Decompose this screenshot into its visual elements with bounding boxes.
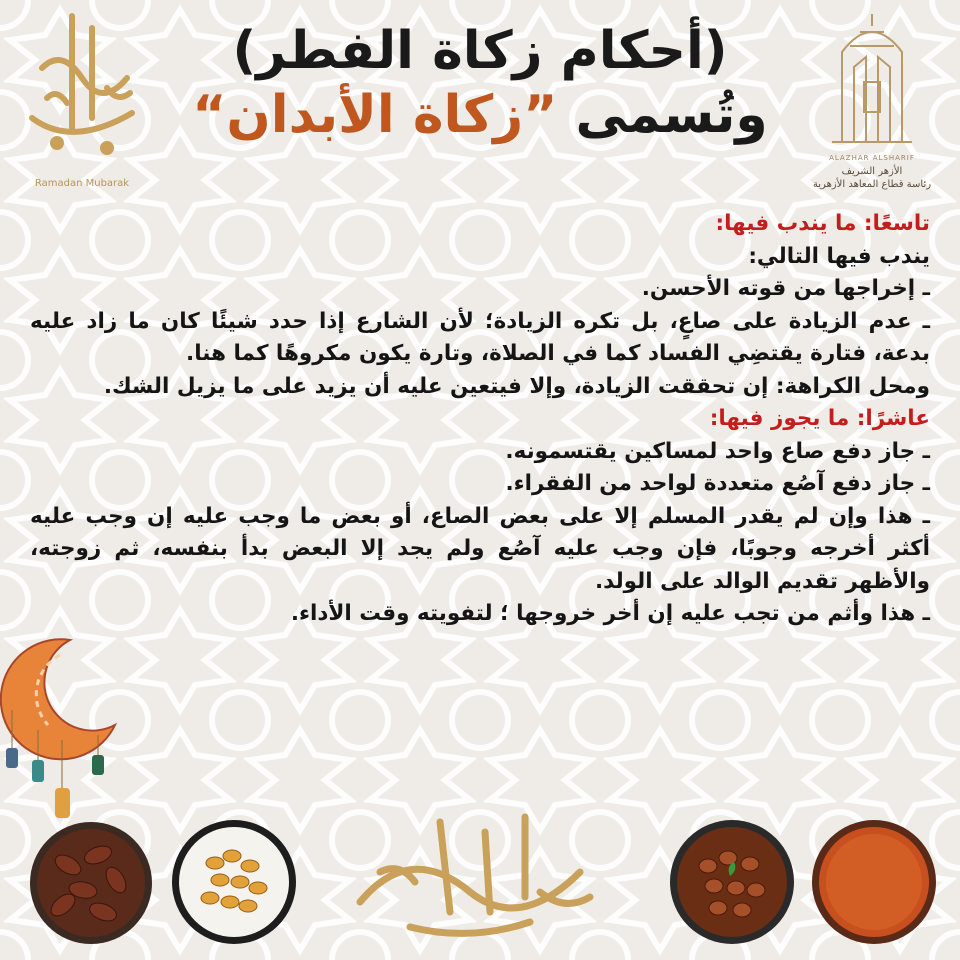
dates-bowl-icon	[28, 820, 154, 946]
raisins-bowl-icon	[170, 818, 298, 946]
page-title	[150, 20, 810, 148]
section-10-heading: عاشرًا: ما يجوز فيها:	[709, 406, 930, 431]
al-azhar-logo	[802, 12, 942, 188]
al-azhar-sector: رئاسة قطاع المعاهد الأزهرية	[812, 179, 932, 190]
eid-greeting-calligraphy-icon	[320, 802, 620, 942]
section-10-line: ـ هذا وأثم من تجب عليه إن أخر خروجها ؛ لتفويته وقت الأداء.	[290, 601, 930, 626]
section-10-line: ـ هذا وإن لم يقدر المسلم إلا على بعض الصاع، أو بعض ما وجب عليه إن وجب عليه أكثر أخرجه وجوبًا، فإن وجب عليه آصُع ولم يجد إلا البعض بدأ بنفسه، ثم زوجته، والأظهر تقديم الوالد على الولد.	[30, 503, 930, 594]
al-azhar-latin: ALAZHAR ALSHARIF	[829, 154, 915, 162]
title-line-2-prefix: وتُسمى	[575, 85, 768, 145]
al-azhar-name: الأزهر الشريف	[841, 166, 903, 177]
lentils-bowl-icon	[810, 818, 938, 946]
section-9-line: ـ إخراجها من قوته الأحسن.	[641, 276, 930, 301]
ruling-body	[30, 208, 930, 631]
ramadan-mubarak-logo	[12, 8, 152, 188]
section-10-line: ـ جاز دفع آصُع متعددة لواحد من الفقراء.	[505, 471, 930, 496]
title-accent: ”زكاة الأبدان“	[192, 85, 558, 145]
section-9-line: ومحل الكراهة: إن تحققت الزيادة، وإلا فيتعين عليه أن يزيد على ما يزيل الشك.	[103, 373, 930, 399]
title-line-1: (أحكام زكاة الفطر)	[232, 21, 728, 81]
ramadan-mubarak-label: Ramadan Mubarak	[34, 178, 130, 189]
beans-bowl-icon	[668, 818, 796, 946]
title-line-2	[150, 82, 810, 148]
section-9-line: يندب فيها التالي:	[748, 243, 930, 269]
ramadan-mubarak-calligraphy-icon	[12, 8, 152, 173]
al-azhar-mosque-emblem-icon	[822, 12, 922, 148]
section-9-line: ـ عدم الزيادة على صاعٍ، بل تكره الزيادة؛ لأن الشارع إذا حدد شيئًا كان ما زاد عليه بدعة، فتارة يقتضِي الفساد كما في الصلاة، وتارة يكون مكروهًا كما هنا.	[30, 308, 930, 366]
section-9-heading: تاسعًا: ما يندب فيها:	[715, 211, 930, 236]
footer-decor	[0, 790, 960, 960]
section-10-line: ـ جاز دفع صاع واحد لمساكين يقتسمونه.	[505, 438, 930, 464]
